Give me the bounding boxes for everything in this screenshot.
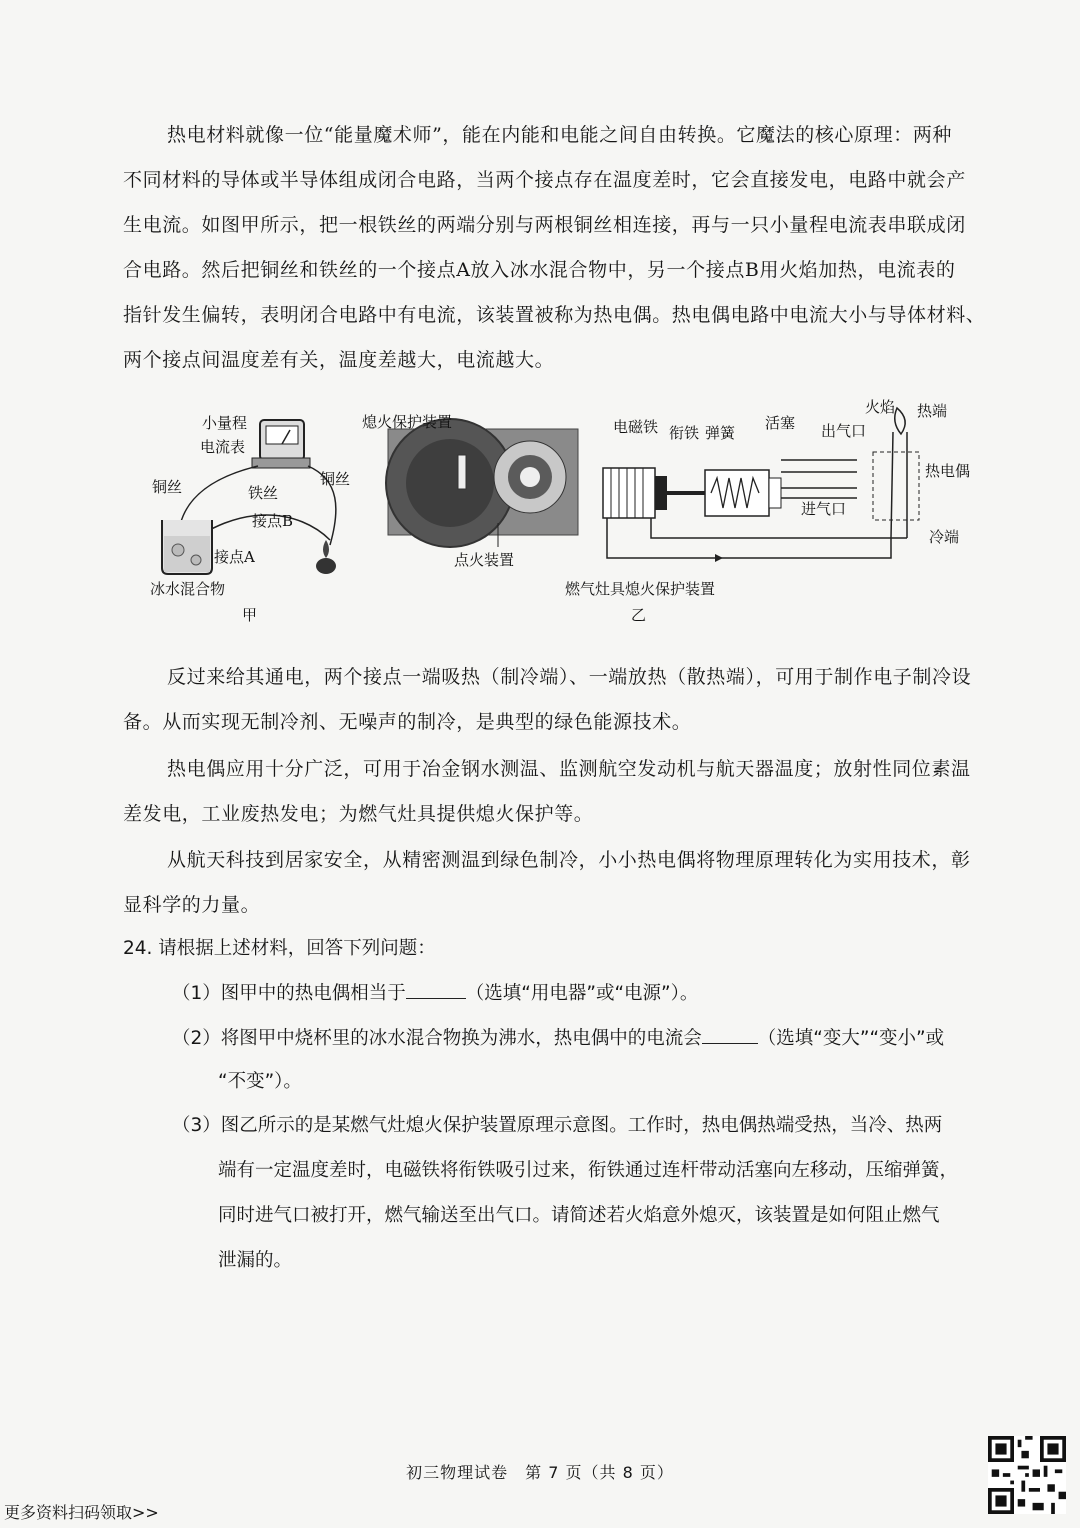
para2-line-2: 备。从而实现无制冷剂、无噪声的制冷，是典型的绿色能源技术。 xyxy=(123,711,692,733)
question-3-line-3: 同时进气口被打开，燃气输送至出气口。请简述若火焰意外熄灭，该装置是如何阻止燃气 xyxy=(218,1205,940,1226)
thermocouple-box xyxy=(873,452,919,520)
point-b-label: 接点B xyxy=(252,512,294,530)
para4-line-1: 从航天科技到居家安全，从精密测温到绿色制冷，小小热电偶将物理原理转化为实用技术，彰 xyxy=(167,849,971,871)
iron-label: 铁丝 xyxy=(248,484,279,502)
question-2 xyxy=(172,1025,944,1051)
spring-icon xyxy=(705,470,769,516)
question-stem: 24. 请根据上述材料，回答下列问题： xyxy=(123,938,436,959)
cold-end-label: 冷端 xyxy=(929,528,960,546)
more-materials-link[interactable]: 更多资料扫码领取>> xyxy=(4,1503,159,1522)
figure-yi xyxy=(565,398,990,630)
question-3-line-1: （3）图乙所示的是某燃气灶熄火保护装置原理示意图。工作时，热电偶热端受热，当冷、热两 xyxy=(172,1115,943,1136)
q1-prefix: （1）图甲中的热电偶相当于 xyxy=(172,983,406,1004)
intro-line-3: 生电流。如图甲所示，把一根铁丝的两端分别与两根铜丝相连接，再与一只小量程电流表串联成闭 xyxy=(123,214,966,236)
page-footer: 初三物理试卷 第 7 页（共 8 页） xyxy=(406,1463,674,1482)
figure-jia xyxy=(140,400,370,630)
armature-icon xyxy=(655,476,667,510)
para3-line-2: 差发电，工业废热发电；为燃气灶具提供熄火保护等。 xyxy=(123,803,594,825)
para2-line-1: 反过来给其通电，两个接点一端吸热（制冷端）、一端放热（散热端），可用于制作电子制冷设 xyxy=(167,666,972,688)
q2-suffix: （选填“变大”“变小”或 xyxy=(757,1028,945,1049)
question-2-line-2: “不变”）。 xyxy=(218,1071,302,1092)
electromagnet-label: 电磁铁 xyxy=(613,418,659,436)
spring-label: 弹簧 xyxy=(705,424,736,442)
para3-line-1: 热电偶应用十分广泛，可用于冶金钢水测温、监测航空发动机与航天器温度；放射性同位素温 xyxy=(167,758,971,780)
copper-label-right: 铜丝 xyxy=(320,470,351,488)
intro-line-2: 不同材料的导体或半导体组成闭合电路，当两个接点存在温度差时，它会直接发电，电路中就会产 xyxy=(123,169,966,191)
thermocouple-label: 热电偶 xyxy=(925,462,971,480)
outlet-label: 出气口 xyxy=(821,422,867,440)
question-3-line-2: 端有一定温度差时，电磁铁将衔铁吸引过来，衔铁通过连杆带动活塞向左移动，压缩弹簧， xyxy=(218,1160,959,1181)
yi-title: 燃气灶具熄火保护装置 xyxy=(565,580,716,598)
para4-line-2: 显科学的力量。 xyxy=(123,894,261,916)
copper-label-left: 铜丝 xyxy=(152,478,183,496)
q1-answer-blank[interactable] xyxy=(406,980,466,999)
question-1 xyxy=(172,980,698,1006)
intro-line-1: 热电材料就像一位“能量魔术师”，能在内能和电能之间自由转换。它魔法的核心原理：两种 xyxy=(167,124,953,146)
armature-label: 衔铁 xyxy=(669,424,700,442)
intro-line-5: 指针发生偏转，表明闭合电路中有电流，该装置被称为热电偶。热电偶电路中电流大小与导体材料、 xyxy=(123,304,986,326)
q1-suffix: （选填“用电器”或“电源”）。 xyxy=(465,983,699,1004)
ammeter-icon xyxy=(252,420,310,468)
q2-answer-blank[interactable] xyxy=(702,1025,758,1044)
caption-yi: 乙 xyxy=(631,606,647,624)
ammeter-label-1: 小量程 xyxy=(202,414,248,432)
intro-line-6: 两个接点间温度差有关，温度差越大，电流越大。 xyxy=(123,349,555,371)
intro-line-4: 合电路。然后把铜丝和铁丝的一个接点A放入冰水混合物中，另一个接点B用火焰加热，电流表的 xyxy=(123,259,956,281)
hot-end-label: 热端 xyxy=(917,402,948,420)
piston-label: 活塞 xyxy=(765,414,796,432)
electromagnet-icon xyxy=(603,468,655,518)
ignition-device-label: 点火装置 xyxy=(454,551,515,569)
flame-label: 火焰 xyxy=(865,398,896,416)
inlet-label: 进气口 xyxy=(801,500,847,518)
caption-jia: 甲 xyxy=(242,606,258,624)
beaker-icon xyxy=(162,520,212,574)
point-a-label: 接点A xyxy=(214,548,255,566)
stove-photo xyxy=(362,405,590,575)
question-3-line-4: 泄漏的。 xyxy=(218,1250,293,1271)
q2-prefix: （2）将图甲中烧杯里的冰水混合物换为沸水，热电偶中的电流会 xyxy=(172,1028,702,1049)
flameout-device-label: 熄火保护装置 xyxy=(362,413,453,431)
alcohol-lamp-icon xyxy=(316,540,336,574)
circuit-wire-2 xyxy=(651,518,907,538)
mixture-label: 冰水混合物 xyxy=(150,580,226,598)
ammeter-label-2: 电流表 xyxy=(200,438,246,456)
flame-icon xyxy=(895,408,905,434)
current-arrow-icon xyxy=(715,554,723,562)
qr-code-icon[interactable] xyxy=(988,1436,1066,1514)
